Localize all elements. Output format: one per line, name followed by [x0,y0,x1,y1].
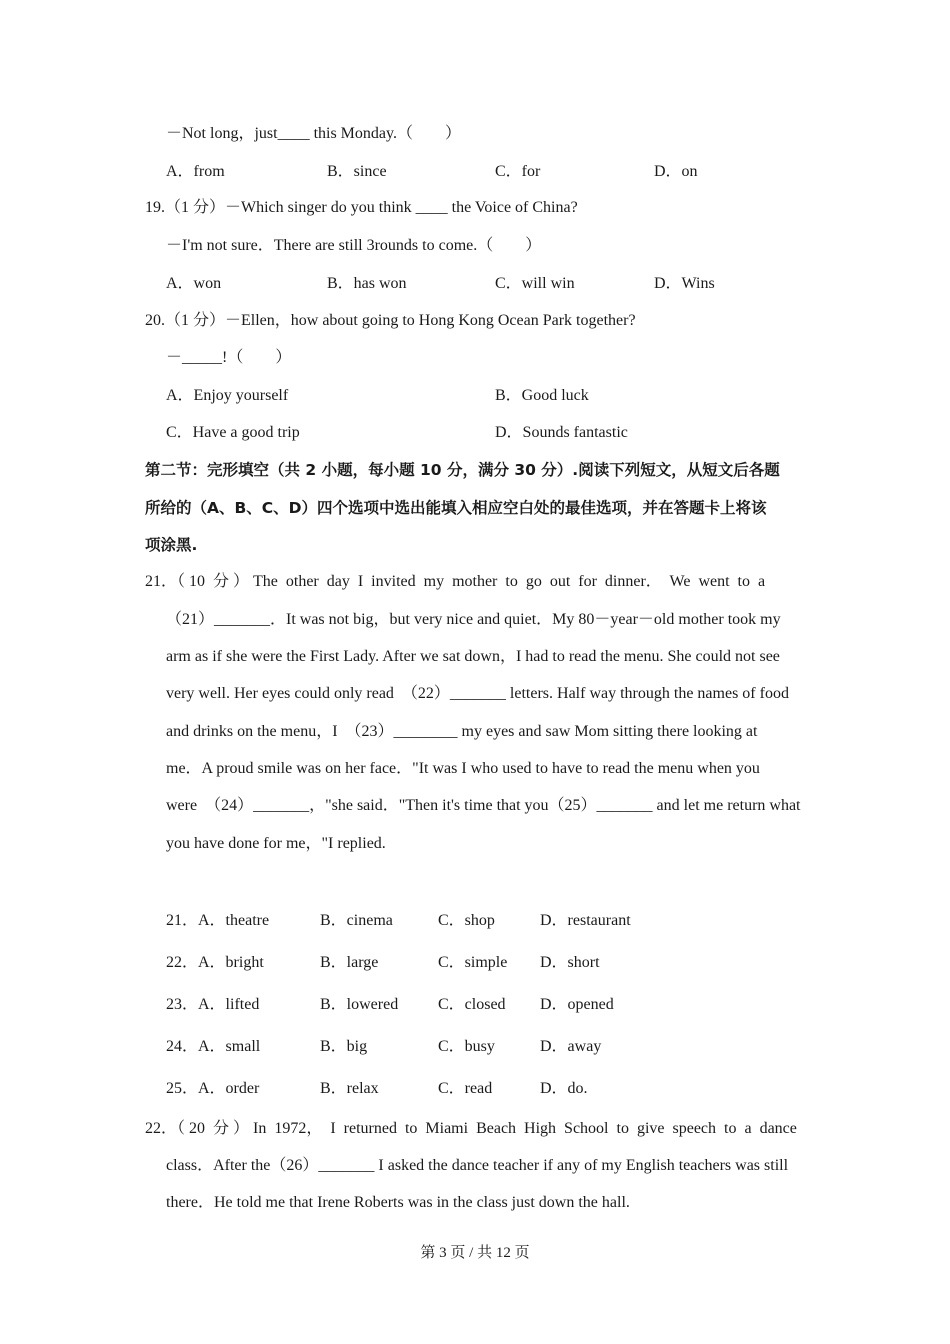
section2-heading-line2: 所给的（A、B、C、D）四个选项中选出能填入相应空白处的最佳选项，并在答题卡上将该 [145,499,767,517]
q20-option-d: D．Sounds fantastic [495,424,628,441]
q21-passage-line3: arm as if she were the First Lady. After we sat down，I had to read the menu. She could not see [166,648,780,665]
q21-choice-23-d: D．opened [540,996,614,1013]
q21-choice-23-c: C．closed [438,996,506,1013]
q21-passage-line2: （21）_______．It was not big，but very nice and quiet．My 80－year－old mother took my [166,611,781,628]
section2-heading-line1: 第二节：完形填空（共 2 小题，每小题 10 分，满分 30 分）.阅读下列短文，从短文后各题 [145,461,780,479]
q20-dialog-b: －_____!（ ） [166,349,292,366]
q18-option-b: B．since [327,163,387,180]
q19-stem: 19.（1 分）－Which singer do you think ____ the Voice of China? [145,199,578,216]
q19-option-a: A．won [166,275,222,292]
q21-passage-line6: me．A proud smile was on her face．"It was I who used to have to read the menu when you [166,760,760,777]
q21-choice-21-c: C．shop [438,912,495,929]
q18-option-d: D．on [654,163,698,180]
q22-passage-line1: 22．（ 20 分 ） In 1972， I returned to Miami Beach High School to give speech to a dance [145,1120,797,1137]
q21-passage-line7: were （24）_______，"she said．"Then it's time that you（25）_______ and let me return what [166,797,801,814]
q21-choice-24-a: 24．A．small [166,1038,261,1055]
q20-option-a: A．Enjoy yourself [166,387,289,404]
q21-choice-24-d: D．away [540,1038,602,1055]
q18-option-a: A．from [166,163,225,180]
q21-choice-25-b: B．relax [320,1080,379,1097]
q22-passage-line3: there．He told me that Irene Roberts was in the class just down the hall. [166,1194,630,1211]
q21-passage-line5: and drinks on the menu，I （23）________ my eyes and saw Mom sitting there looking at [166,723,758,740]
q21-passage-line8: you have done for me，"I replied. [166,835,386,852]
q21-choice-25-c: C．read [438,1080,493,1097]
q21-choice-21-d: D．restaurant [540,912,631,929]
q21-choice-21-a: 21．A．theatre [166,912,270,929]
q21-passage-line1: 21．（ 10 分 ） The other day I invited my mother to go out for dinner． We went to a [145,573,766,590]
q19-option-b: B．has won [327,275,407,292]
q21-choice-22-d: D．short [540,954,600,971]
q19-option-c: C．will win [495,275,575,292]
section2-heading-line3: 项涂黑. [145,536,198,554]
q21-choice-24-b: B．big [320,1038,368,1055]
q19-dialog-b: －I'm not sure．There are still 3rounds to come.（ ） [166,237,542,254]
q19-option-d: D．Wins [654,275,715,292]
q18-option-c: C．for [495,163,541,180]
q21-choice-24-c: C．busy [438,1038,495,1055]
q21-choice-23-b: B．lowered [320,996,399,1013]
q21-choice-22-a: 22．A．bright [166,954,264,971]
page-footer: 第 3 页 / 共 12 页 [420,1245,530,1261]
q22-passage-line2: class．After the（26）_______ I asked the dance teacher if any of my English teachers was still [166,1157,789,1174]
q21-choice-22-b: B．large [320,954,379,971]
q20-stem: 20.（1 分）－Ellen，how about going to Hong Kong Ocean Park together? [145,312,636,329]
q21-passage-line4: very well. Her eyes could only read （22）_______ letters. Half way through the names of food [166,685,789,702]
q20-option-b: B．Good luck [495,387,589,404]
q18-dialog-b: －Not long，just____ this Monday.（ ） [166,125,461,142]
q21-choice-25-d: D．do. [540,1080,588,1097]
q21-choice-22-c: C．simple [438,954,508,971]
q21-choice-21-b: B．cinema [320,912,393,929]
q20-option-c: C．Have a good trip [166,424,300,441]
q21-choice-23-a: 23．A．lifted [166,996,260,1013]
q21-choice-25-a: 25．A．order [166,1080,260,1097]
